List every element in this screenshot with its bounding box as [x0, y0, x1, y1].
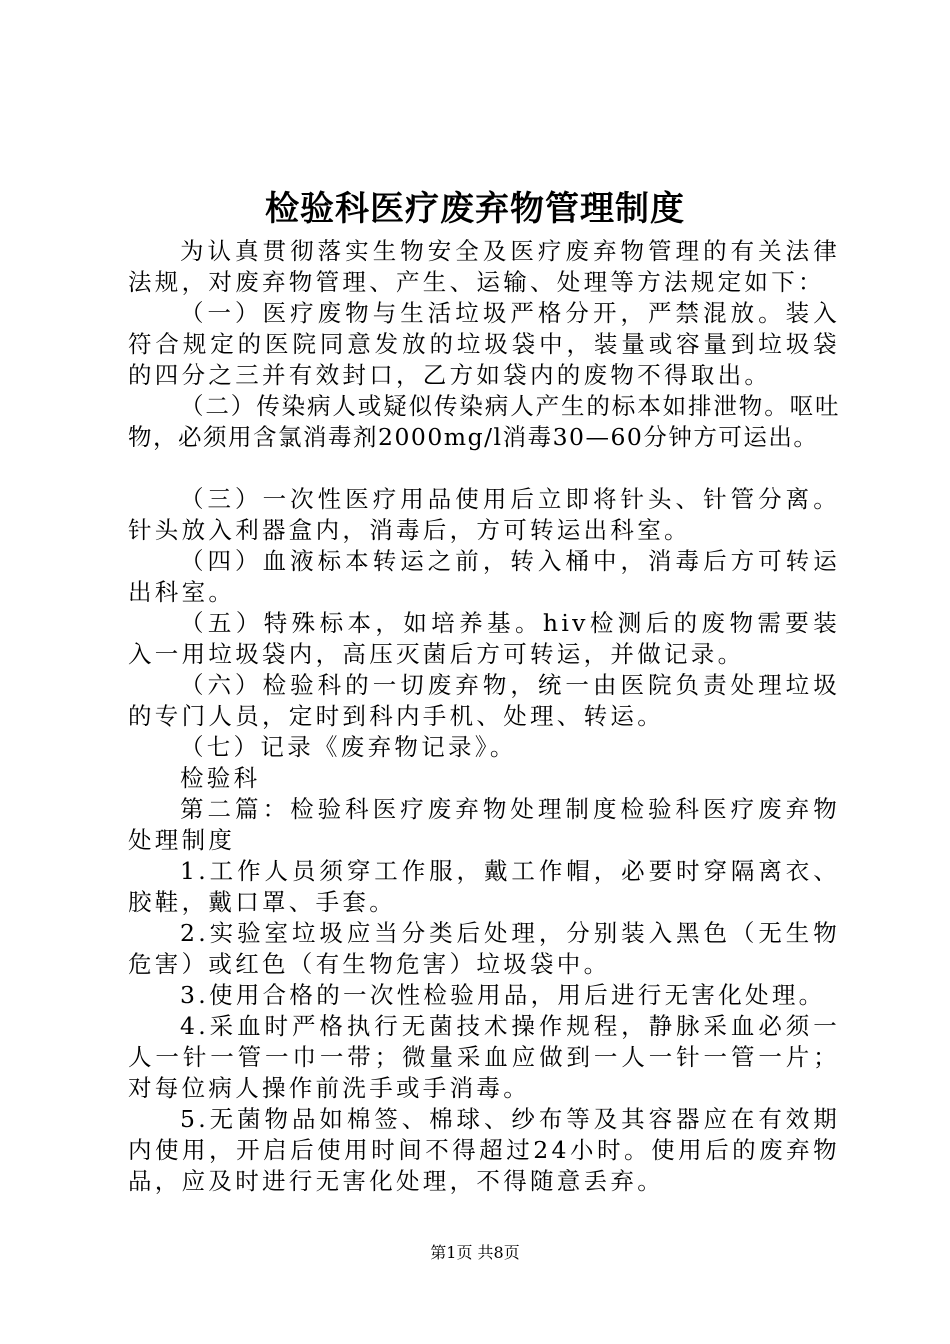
paragraph-gap: [128, 453, 840, 484]
document-title: 检验科医疗废弃物管理制度: [265, 189, 685, 229]
rule-5-paragraph: （五）特殊标本，如培养基。hiv检测后的废物需要装入一用垃圾袋内，高压灭菌后方可转运，并做记录。: [128, 609, 840, 668]
rule-1-paragraph: （一）医疗废物与生活垃圾严格分开，严禁混放。装入符合规定的医院同意发放的垃圾袋中，装量或容量到垃圾袋的四分之三并有效封口，乙方如袋内的废物不得取出。: [128, 299, 840, 389]
document-body: [128, 236, 840, 1197]
intro-paragraph: 为认真贯彻落实生物安全及医疗废弃物管理的有关法律法规，对废弃物管理、产生、运输、处理等方法规定如下：: [128, 237, 840, 296]
rule-2-paragraph: （二）传染病人或疑似传染病人产生的标本如排泄物。呕吐物，必须用含氯消毒剂2000mg/l消毒30—60分钟方可运出。: [128, 392, 840, 451]
item-5-paragraph: 5.无菌物品如棉签、棉球、纱布等及其容器应在有效期内使用，开启后使用时间不得超过24小时。使用后的废弃物品，应及时进行无害化处理，不得随意丢弃。: [128, 1105, 840, 1195]
rule-6-paragraph: （六）检验科的一切废弃物，统一由医院负责处理垃圾的专门人员，定时到科内手机、处理、转运。: [128, 671, 840, 730]
rule-4-paragraph: （四）血液标本转运之前，转入桶中，消毒后方可转运出科室。: [128, 547, 840, 606]
rule-3-paragraph: （三）一次性医疗用品使用后立即将针头、针管分离。针头放入利器盒内，消毒后，方可转运出科室。: [128, 485, 840, 544]
item-1-paragraph: 1.工作人员须穿工作服，戴工作帽，必要时穿隔离衣、胶鞋，戴口罩、手套。: [128, 857, 840, 916]
item-3-paragraph: 3.使用合格的一次性检验用品，用后进行无害化处理。: [180, 981, 826, 1009]
item-4-paragraph: 4.采血时严格执行无菌技术操作规程，静脉采血必须一人一针一管一巾一带；微量采血应做到一人一针一管一片；对每位病人操作前洗手或手消毒。: [128, 1012, 840, 1102]
department-signature: 检验科: [180, 764, 261, 792]
rule-7-paragraph: （七）记录《废弃物记录》。: [180, 733, 517, 761]
second-article-heading: 第二篇：检验科医疗废弃物处理制度检验科医疗废弃物处理制度: [128, 795, 840, 854]
page-footer: 第1页 共8页: [430, 1243, 520, 1262]
item-2-paragraph: 2.实验室垃圾应当分类后处理，分别装入黑色（无生物危害）或红色（有生物危害）垃圾袋中。: [128, 919, 840, 978]
